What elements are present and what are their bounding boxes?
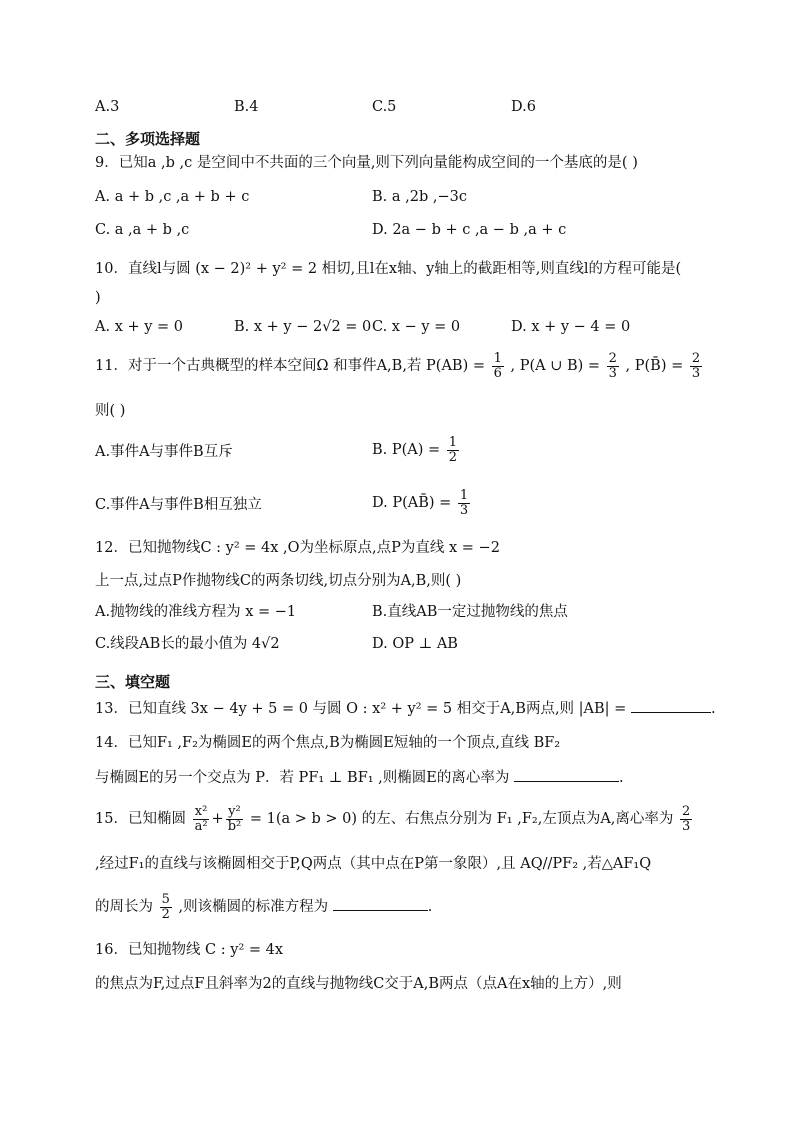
q8-option-d: D.6: [511, 99, 536, 115]
q10-option-b: B. x + y − 2√2 = 0: [234, 319, 372, 335]
q12-stem-line2: 上一点,过点P作抛物线C的两条切线,切点分别为A,B,则( ): [95, 573, 462, 589]
fraction-numerator: 2: [608, 351, 617, 366]
q15-eccentricity-fraction: [680, 805, 692, 833]
q15-y-fraction: [226, 805, 244, 833]
q11-stem-part-b: , P(A ∪ B) =: [510, 358, 601, 375]
q15-line1: [95, 805, 694, 833]
q13-answer-blank: [631, 698, 711, 713]
fraction-denominator: 3: [608, 365, 617, 381]
q11-option-b-fraction: [447, 436, 459, 464]
fraction-numerator: 1: [493, 351, 502, 366]
q8-option-c: C.5: [372, 99, 397, 115]
q14-line2: [95, 767, 624, 787]
fraction-denominator: 3: [459, 502, 469, 518]
q11-stem-end: 则( ): [95, 403, 126, 419]
q15-perimeter-fraction: [160, 893, 172, 921]
q10-stem: 10．直线l与圆 (x − 2)² + y² = 2 相切,且l在x轴、y轴上的截距相等,则直线l的方程可能是(: [95, 261, 682, 277]
q11-p-ab-fraction: [492, 352, 504, 380]
q9-option-b: B. a ,2b ,−3c: [372, 189, 467, 205]
q12-option-d: D. OP ⊥ AB: [372, 636, 458, 652]
q14-answer-blank: [514, 767, 619, 782]
q16-line2: 的焦点为F,过点F且斜率为2的直线与抛物线C交于A,B两点（点A在x轴的上方）,则: [95, 976, 622, 992]
q13-end: .: [710, 701, 716, 717]
q8-option-b: B.4: [234, 99, 259, 115]
q9-option-a: A. a + b ,c ,a + b + c: [95, 189, 250, 205]
q15-x-fraction: [193, 805, 210, 833]
q12-option-a: A.抛物线的准线方程为 x = −1: [95, 604, 297, 620]
fraction-denominator: 2: [161, 906, 170, 922]
q11-option-b: [372, 436, 461, 464]
q14-end: .: [618, 770, 624, 786]
fraction-denominator: 6: [493, 365, 502, 381]
q10-option-a: A. x + y = 0: [95, 319, 184, 335]
q12-option-b: B.直线AB一定过抛物线的焦点: [372, 604, 568, 620]
q11-stem: [95, 352, 704, 380]
q16-line1: 16．已知抛物线 C : y² = 4x: [95, 942, 284, 958]
fraction-denominator: 3: [691, 365, 701, 381]
fraction-numerator: x²: [194, 804, 208, 819]
fraction-denominator: 2: [448, 449, 458, 465]
q10-option-d: D. x + y − 4 = 0: [511, 319, 631, 335]
q15-line2: ,经过F₁的直线与该椭圆相交于P,Q两点（其中点在P第一象限）,且 AQ//PF₂ ,若△AF₁Q: [95, 856, 652, 872]
q11-p-aub-fraction: [607, 352, 619, 380]
q12-stem-line1: 12．已知抛物线C : y² = 4x ,O为坐标原点,点P为直线 x = −2: [95, 540, 500, 556]
q14-text: 与椭圆E的另一个交点为 P．若 PF₁ ⊥ BF₁ ,则椭圆E的离心率为: [95, 770, 510, 786]
q9-option-c: C. a ,a + b ,c: [95, 222, 190, 238]
q10-stem-continued: ): [95, 290, 101, 306]
q15-end: .: [427, 899, 433, 916]
q15-plus: +: [211, 811, 224, 828]
q15-pre: 15．已知椭圆: [95, 811, 186, 828]
q15-l3-pre: 的周长为: [95, 899, 153, 916]
q11-p-bbar-fraction: [690, 352, 702, 380]
fraction-denominator: 3: [682, 818, 691, 834]
q15-line3: [95, 893, 432, 921]
q15-mid: = 1(a > b > 0) 的左、右焦点分别为 F₁ ,F₂,左顶点为A,离心率为: [249, 811, 674, 828]
q12-option-c: C.线段AB长的最小值为 4√2: [95, 636, 280, 652]
fraction-denominator: b²: [227, 818, 242, 834]
q9-stem: 9．已知a ,b ,c 是空间中不共面的三个向量,则下列向量能构成空间的一个基底的是( ): [95, 155, 638, 171]
q11-stem-part-c: , P(B̄) =: [625, 358, 684, 375]
q13-stem: [95, 698, 716, 718]
q11-option-d-fraction: [458, 489, 470, 517]
q11-option-b-text: B. P(A) =: [372, 442, 441, 459]
fraction-numerator: 1: [448, 435, 458, 450]
q15-l3-post: ,则该椭圆的标准方程为: [178, 899, 329, 916]
fraction-numerator: 5: [161, 892, 170, 907]
q11-option-d: [372, 489, 472, 517]
section-multiple-choice-heading: 二、多项选择题: [95, 130, 201, 148]
section-fill-in-heading: 三、填空题: [95, 673, 171, 691]
q11-option-d-text: D. P(AB̄) =: [372, 495, 452, 512]
q14-line1: 14．已知F₁ ,F₂为椭圆E的两个焦点,B为椭圆E短轴的一个顶点,直线 BF₂: [95, 735, 561, 751]
fraction-numerator: y²: [228, 804, 241, 819]
q15-answer-blank: [333, 896, 428, 911]
q8-option-a: A.3: [95, 99, 120, 115]
q11-option-c: C.事件A与事件B相互独立: [95, 497, 262, 513]
fraction-numerator: 1: [459, 488, 469, 503]
fraction-numerator: 2: [682, 804, 691, 819]
q11-option-a: A.事件A与事件B互斥: [95, 444, 233, 460]
q10-option-c: C. x − y = 0: [372, 319, 461, 335]
fraction-numerator: 2: [691, 351, 701, 366]
q9-option-d: D. 2a − b + c ,a − b ,a + c: [372, 222, 567, 238]
q13-text: 13．已知直线 3x − 4y + 5 = 0 与圆 O : x² + y² = 5 相交于A,B两点,则 |AB| =: [95, 701, 627, 717]
q11-stem-part-a: 11．对于一个古典概型的样本空间Ω 和事件A,B,若 P(AB) =: [95, 358, 485, 375]
fraction-denominator: a²: [194, 818, 208, 834]
